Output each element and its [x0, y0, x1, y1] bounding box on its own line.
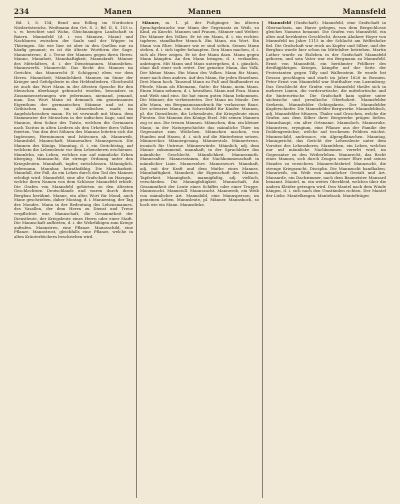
- column-paragraph: [14, 21, 133, 239]
- entry-headword: Männer,: [142, 21, 161, 25]
- column-paragraph: [266, 21, 386, 198]
- running-head-right: Mannsfeld: [342, 7, 386, 16]
- text-column-3: [266, 21, 386, 500]
- text-column-1: [14, 21, 133, 500]
- running-head-center: Mannen: [188, 7, 222, 16]
- entry-headword: Mannsfeld: [268, 21, 292, 25]
- entry-text: Bd. I, S. 154; Bend aus Edling im Nordosten Niederöstreichs. Weißmann den Ort, S. 2; Bd. II, S. 153 u. s. w. berichtet und Wohn, Gleichnamigen Landschaft in Baiern. Mannsfeld (d. i. von Mannen, Mann) und Nachbaren zwischen der Saale und der Wipper in Thüringen. Sie wie hier ist aber in den Quellen nur zu häufig genannt; es ist die älteste Wortform der Sage. Mannentreue, d. i. Treue der Mannen gegen ihren Herrn. Manne, Mannheit, Mannhaftigkeit, Mannskraft. Männer des Mittelalters, d. i. der Dienstmannen. Mannslehen. Mannswerth. Mannrecht. Das Recht des Mannes im Gerichte, das Mannrecht (f. Schöppen) eben vor dem Herrn. Mannsheit; Männlichkeit. Mannen im Sinne der Krieger und Gefolgsleute in den Heldenliedern. Gleichwohl ist auch das Wort Mann in der ältesten Sprache für den Menschen überhaupt gebraucht worden, besonders in Zusammensetzungen wie jedermann, niemand, jemand, man. Das Wort Mann ist demnach ein gemeinsames Eigenthum der germanischen Stämme und ist im Gothischen manna, im Altnordischen madr, im Angelsächsischen mann. Es ist verwandt mit Manu, dem Stammvater der Menschen in der indischen Sage, und mit Mannus, dem Sohne des Tuisto, welchen die Germanen nach Tacitus in alten Liedern als den Urheber ihres Volkes feierten. Von den drei Söhnen des Mannus leiteten sich die Ingävonen, Herminonen und Istävonen ab. Mannweib, Mannsbild, Mannschaft, Mannesalter. Mannsperson. Die Mannen des Königs. Manntag, d. i. ein Gerichtstag, auf welchem die Lehensleute vor dem Lehensherrn erschienen. Mannlehn, ein Lehen, welches nur auf männliche Erben überging. Mannzucht, die strenge Ordnung unter den Kriegsleuten. Mannhaft, tapfer, entschlossen. Männiglich, jedermann. Mannbar, heirathsfähig. Die Mannbarkeit. Mannfall, der Fall, da ein Lehen durch den Tod des Mannes erledigt wird. Mannsfeld, eine alte Grafschaft im Harzgau, welche ihren Namen von dem Schlosse Mannsfeld erhielt. Die Grafen von Mannsfeld gehörten zu den ältesten Geschlechtern Deutschlands und waren durch ihren Bergbau berühmt. Manne, ein altes Wort für Mond, auch Mane geschrieben, daher Montag, d. i. Mannentag, der Tag des Mondes. Mann in der Bedeutung des Lehensmannes, des Vasallen, der dem Herrn zu Dienst und Treue verpflichtet war. Mannschaft, die Gesammtheit der Dienstleute, der Kriegsleute eines Herrn oder einer Stadt. Die Mannschaft aufbieten, d. i. die Wehrfähigen zum Kriege aufrufen. Mannstreu, eine Pflanze. Mannsschild, eine Pflanze. Mannstrost, gleichfalls eine Pflanze, welche in alten Kräuterbüchern beschrieben wird.: [14, 21, 133, 239]
- text-column-2: [140, 21, 259, 500]
- running-head-left: Manen: [104, 7, 132, 16]
- entry-text: (Grafschaft). Mannsfeld, eine Grafschaft in Obersachsen, am Harze gelegen, von dem Bergschlosse gleiches Namens benannt. Die Grafen von Mannsfeld, ein altes und berühmtes Geschlecht, dessen Ahnherr Hoyer von Mannsfeld im Jahre 1115 in der Schlacht am Welfesholze fiel. Die Grafschaft war reich an Kupfer und Silber, und der Bergbau wurde hier schon im Mittelalter betrieben. Martin Luther wurde zu Eisleben in der Grafschaft Mannsfeld geboren, und sein Vater war ein Bergmann zu Mannsfeld. Ernst von Mannsfeld, ein berühmter Feldherr des dreißigjährigen Krieges, kämpfte auf der Seite der Protestanten gegen Tilly und Wallenstein. Er wurde bei Dessau geschlagen und starb im Jahre 1626 in Bosnien. Peter Ernst von Mannsfeld war Statthalter von Luxemburg. Das Geschlecht der Grafen von Mannsfeld theilte sich in mehrere Linien, die vorderortische, die mittelortische und die hinterortische. Die Grafschaft kam später unter sächsische und preußische Oberhoheit. Mannsfelder Seekreis, Mannsfelder Gebirgskreis. Der Mannsfelder Kupferschiefer. Die Mannsfelder Bergwerke. Mannsfeldisch, adj. Mannsfelder Münzen, Thaler und Groschen, welche die Grafen aus dem Silber ihrer Bergwerke prägen ließen. Mannshaupt, ein alter Ortsname. Mannsloch. Mannsruhe. Mannstreu, eryngium, eine Pflanze aus der Familie der Doldengewächse, welche auf trockenen Feldern wächst. Mannsschild, androsace, ein Alpenpflänzchen. Manntag, Manngericht, das Gericht der Lehensleute unter dem Vorsitze des Lehensherrn. Mannlehen, ein Lehen, welches nur auf männliche Nachkommen vererbt wird, im Gegensatze zu den Weiberlehen. Mannrecht, das Recht eines Mannes, sich durch Zeugen seiner Ehre und seines Standes zu versichern. Mannrechtsbrief. Mannzucht, die strenge Kriegszucht, Disciplin. Die Mannzucht handhaben. Mannweib, ein Weib von männlicher Gestalt und Art. Mansarde, ein Dachzimmer, nach dem Baumeister Mansard benannt. Mantel, m. ein weites Oberkleid, welches über die andern Kleider getragen wird. Den Mantel nach dem Winde hängen, d. i. sich nach den Umständen richten. Der Mantel der Liebe. Mantelkragen. Mantelsack. Mantelträger.: [266, 21, 386, 198]
- entry-text: m. 1. pl. der Fußgänger. Im älteren Sprachgebrauche war Mann der Gegensatz zu Weib, zu Kind, zu Knecht. Mannen und Frauen, Männer und Weiber. Die Männer des Volkes. Er ist ein Mann, d. i. ein rechter, tapferer, standhafter Mensch. Ein Mann, ein Wort. Ein Mann von Ehre. Männer wie er sind selten. Seinen Mann stehen, d. i. sich tapfer behaupten. Den Mann machen, d. i. sich als Herr zeigen. Er ist der Mann dazu. Mann gegen Mann kämpfen. An den Mann bringen, d. i. verkaufen, anbringen. Mit Mann und Maus untergehen, d. i. gänzlich, ohne daß einer sich rettet. Der gemeine Mann, das Volk. Der kleine Mann. Ein Mann des Volkes. Mann für Mann, einer nach dem andern. Auf den Mann, für jeden Einzelnen. Drei Mann hoch. Tausend Mann zu Fuß und fünfhundert zu Pferde. Mann als Ehemann, Gatte: ihr Mann, mein Mann. Einen Mann nehmen, d. i. heirathen. Mann und Frau. Mann und Weib sind eins. Sie hat einen guten Mann bekommen. Die Männer, die verheirateten. Der Mann im Monde. Der alte Mann, ein Bergmannsausdruck für verlassene Baue. Der schwarze Mann, ein Schreckbild für Kinder. Mannen, pl. die Dienstleute, die Lehensleute, die Kriegsleute eines Fürsten. Die Mannen des Königs Etzel. Mit seinen Mannen zog er aus. Die treuen Mannen. Männchen, dim. ein kleiner Mann; in der Naturgeschichte das männliche Thier im Gegensatze zum Weibchen. Männchen machen, von Hunden und Hasen, d. i. sich auf die Hinterbeine setzen. Männerchor. Männergesang. Männerstolz. Männertreue, ironisch für Untreue. Männerwürde. Männlich, adj. dem Manne zukommend, mannhaft; in der Sprachlehre das männliche Geschlecht. Männlichkeit. Mannesmuth. Mannesalter. Mannesstamm, die Nachkommenschaft in männlicher Linie. Mannesehre. Manneswort. Mannhaft, adj. mit der Kraft und dem Muthe eines Mannes. Mannhaftigkeit. Mannheit, die Eigenschaft des Mannes, Tapferkeit. Mannigfach, mannigfaltig, adj. vielfach, verschieden. Die Mannigfaltigkeit. Mannschaft, die Gesammtheit der Leute eines Schiffes oder einer Truppe. Mannssucht. Mannstoll. Mannszucht. Mannweib, ein Weib von männlicher Art. Mannsbild, eine Mannsperson; im gemeinen Leben. Mannsleute, pl. Männer. Mannshoch, so hoch wie ein Mann. Mannsdicke.: [140, 21, 259, 207]
- header-rule: [14, 17, 386, 18]
- text-columns: [14, 21, 386, 500]
- page-number: 234: [14, 7, 30, 16]
- column-paragraph: [140, 21, 259, 207]
